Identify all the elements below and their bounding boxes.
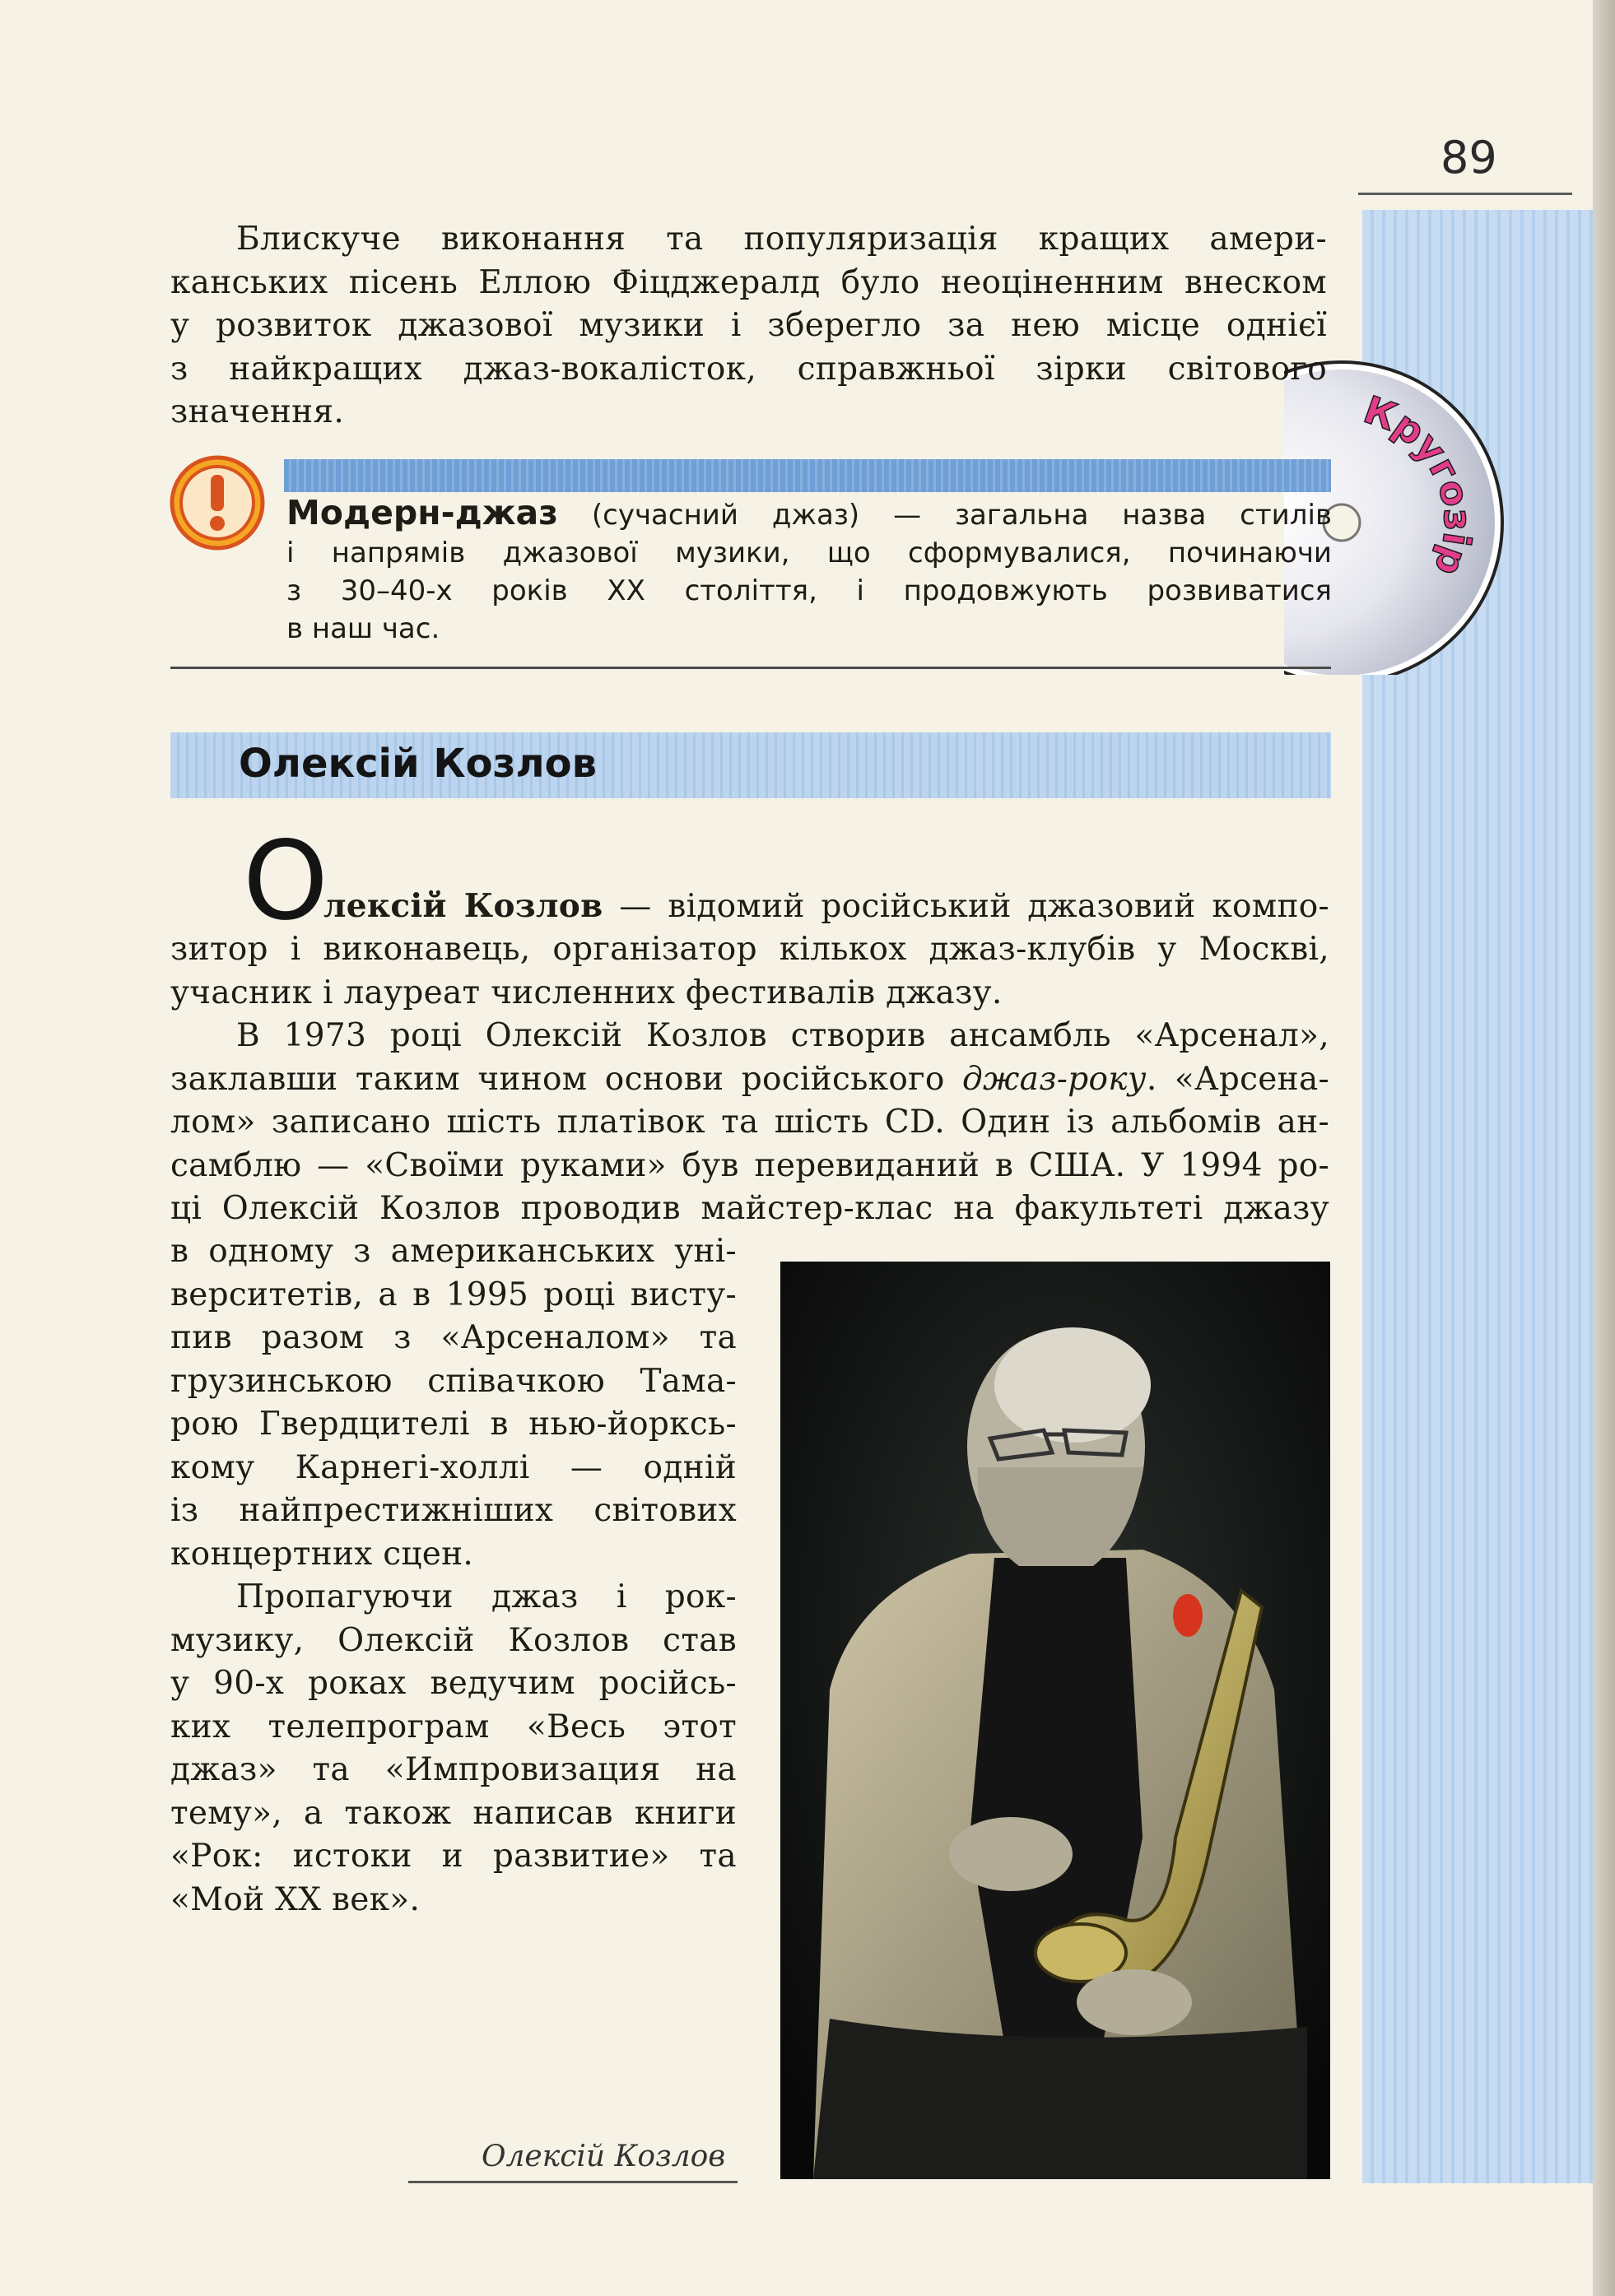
intro-line: у розвиток джазової музики і зберегло за нею місце однієї [170,307,1327,344]
narrow-line: кому Карнегі-холлі — одній [170,1448,737,1486]
article-para-3 [170,1576,737,1922]
intro-line: з найкращих джаз-вокалісток, справжньої зірки світового [170,350,1327,388]
definition-line-1: (сучасний джаз) — загальна назва стилів [557,499,1332,532]
narrow-line: рою Гвердцителі в нью-йорксь- [170,1406,737,1443]
para3-line: ких телепрограм «Весь этот [170,1708,737,1745]
page-number: 89 [1440,132,1497,184]
narrow-line: із найпрестижніших світових [170,1492,737,1529]
intro-paragraph [170,218,1327,435]
article-narrow-column [170,1230,737,1576]
intro-line: Блискуче виконання та популяризація кращих амери- [236,221,1327,258]
caption-rule [408,2181,738,2183]
definition-line-3: з 30–40-х років XX століття, і продовжують розвиватися [286,574,1332,607]
narrow-line: грузинською співачкою Тама- [170,1362,737,1400]
para2-line-4: самблю — «Своїми руками» був перевиданий в США. У 1994 ро- [170,1146,1329,1184]
definition-rule [170,667,1331,669]
article-line-2: зитор і виконавець, організатор кількох джаз-клубів у Москві, [170,931,1329,968]
jazz-rock-term: джаз-року [962,1060,1147,1098]
article-line-1 [323,885,1329,929]
narrow-line: верситетів, а в 1995 році висту- [170,1276,737,1313]
para3-line: тему», а також написав книги [170,1794,737,1832]
para2-line-1: В 1973 році Олексій Козлов створив ансамбль «Арсенал», [236,1017,1329,1054]
para3-line: музику, Олексій Козлов став [170,1621,737,1659]
article-para-1 [170,928,1329,1015]
section-heading: Олексій Козлов [239,741,597,787]
para2-line-2: заклавши таким чином основи російського джаз-року. «Арсена- [170,1060,1329,1098]
para2-line-5: ці Олексій Козлов проводив майстер-клас на факультеті джазу [170,1190,1329,1227]
para3-line: «Мой XX век». [170,1880,421,1918]
article-line-1-rest: — відомий російський джазовий компо- [603,888,1329,925]
para3-line: джаз» та «Импровизация на [170,1751,737,1788]
article-line-3: учасник і лауреат численних фестивалів джазу. [170,974,1003,1011]
article-name-bold: лексій Козлов [323,887,603,925]
drop-cap: О [243,818,328,945]
portrait-photo [780,1262,1330,2179]
para3-line: «Рок: истоки и развитие» та [170,1838,737,1875]
narrow-line: в одному з американських уні- [170,1233,737,1270]
definition-bar [284,459,1331,492]
intro-line: значення. [170,393,345,430]
photo-caption: Олексій Козлов [482,2140,726,2173]
definition-line-2: і напрямів джазової музики, що сформувалися, починаючи [286,537,1332,569]
intro-line: канських пісень Еллою Фіцджералд було неоціненним внеском [170,263,1327,301]
page-number-rule [1358,193,1572,195]
narrow-line: концертних сцен. [170,1535,474,1573]
para3-line: у 90-х роках ведучим російсь- [170,1665,737,1702]
narrow-line: пив разом з «Арсеналом» та [170,1319,737,1356]
para2-line-3: лом» записано шість платівок та шість CD. Один із альбомів ан- [170,1104,1329,1141]
definition-line-4: в наш час. [286,612,440,645]
definition-term: Модерн-джаз [286,493,558,532]
article-para-2 [170,1015,1329,1231]
definition-text [286,494,1332,648]
page-edge [1593,0,1615,2296]
exclamation-icon [169,454,266,551]
badge-label: Кругозір [1358,387,1481,582]
para3-line: Пропагуючи джаз і рок- [236,1578,737,1615]
